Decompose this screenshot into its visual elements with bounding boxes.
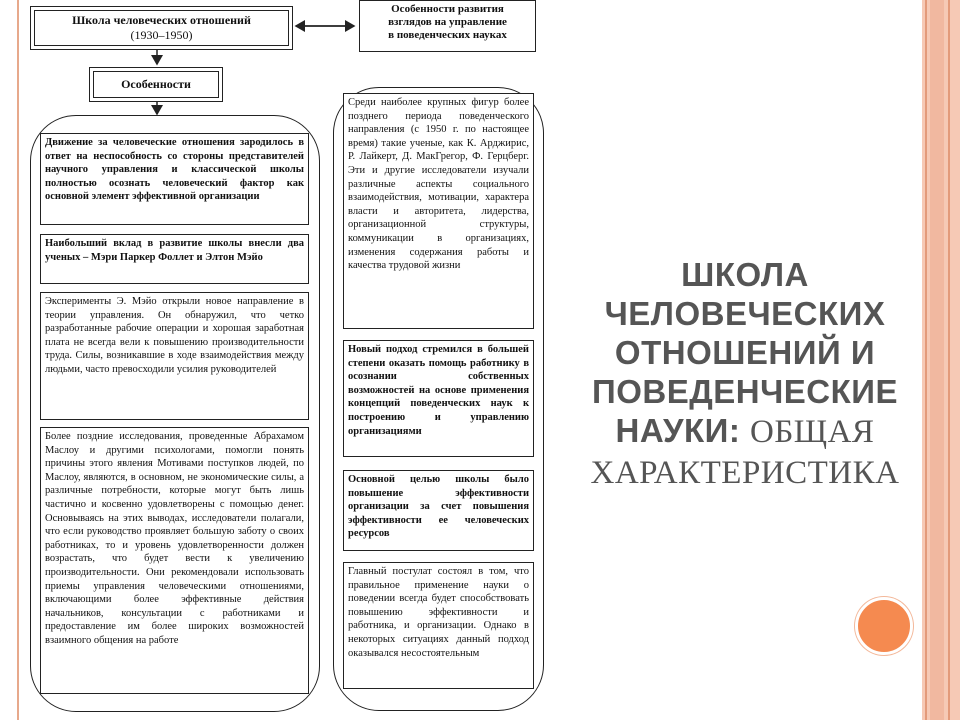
slide-frame-right-inner-band <box>930 0 944 720</box>
slide-title-bold: ШКОЛА ЧЕЛОВЕЧЕСКИХ ОТНОШЕНИЙ И ПОВЕДЕНЧЕСКИЕ НАУКИ: <box>592 256 898 449</box>
school-period: (1930–1950) <box>130 28 193 42</box>
slide-title-light: ОБЩАЯ ХАРАКТЕРИСТИКА <box>590 414 900 491</box>
school-title-box <box>30 6 293 50</box>
behavioral-aside-box <box>359 0 536 52</box>
slide-title <box>570 255 920 493</box>
school-title: Школа человеческих отношений <box>72 13 251 27</box>
features-box <box>89 67 223 102</box>
right-cell-later-figures: Среди наиболее крупных фигур более позднего периода поведенческого направления (с 1950 г. по настоящее время) такие ученые, как К. Арджирис, Р. Лайкерт, Д. МакГрегор, Ф. Герцберг. Эти и другие исследователи изучали различные аспекты социального взаимодействия, мотивации, характера власти и авторитета, лидерства, организационной структуры, коммуникации в организациях, изменения содержания работы и качества трудовой жизни <box>343 93 534 329</box>
aside-line-1: Особенности развития <box>391 3 504 15</box>
slide-frame-right-line <box>925 0 927 720</box>
right-cell-new-approach: Новый подход стремился в большей степени оказать помощь работнику в осознании собственных возможностей на основе применения концепций поведенческих наук к построению и управлению организациями <box>343 340 534 457</box>
left-cell-origin: Движение за человеческие отношения зародилось в ответ на неспособность со стороны представителей научного управления и классической школы полностью осознать человеческий фактор как основной элемент эффективной организации <box>40 133 309 225</box>
accent-circle <box>855 597 913 655</box>
left-cell-maslow-research: Более поздние исследования, проведенные Абрахамом Маслоу и другими психологами, помогли понять причины этого явления Мотивами поступков людей, по Маслоу, являются, в основном, не экономические силы, а различные потребности, которые могут быть лишь частично и косвенно удовлетворены с помощью денег. Основываясь на этих выводах, исследователи полагали, что если руководство проявляет большую заботу о своих работниках, то и уровень удовлетворенности должен возрастать, что будет вести к увеличению производительности. Они рекомендовали использовать приемы управления человеческими отношениями, включающими более эффективные действия начальников, консультации с работниками и предоставление им более широких возможностей взаимного общения на работе <box>40 427 309 694</box>
features-label: Особенности <box>93 71 219 98</box>
left-cell-contributors: Наибольший вклад в развитие школы внесли два ученых – Мэри Паркер Фоллет и Элтон Мэйо <box>40 234 309 284</box>
right-cell-main-goal: Основной целью школы было повышение эффективности организации за счет повышения эффективности ее человеческих ресурсов <box>343 470 534 551</box>
aside-line-2: взглядов на управление <box>388 16 507 28</box>
right-cell-main-postulate: Главный постулат состоял в том, что правильное применение науки о поведении всегда будет способствовать повышению эффективности и работника, и организации. Однако в некоторых ситуациях данный подход оказывался несостоятельным <box>343 562 534 689</box>
aside-line-3: в поведенческих науках <box>388 29 507 41</box>
left-cell-mayo-experiments: Эксперименты Э. Мэйо открыли новое направление в теории управления. Он обнаружил, что четко разработанные рабочие операции и хорошая заработная плата не всегда вели к повышению производительности труда. Силы, возникавшие в ходе взаимодействия между людьми, часто превосходили усилия руководителей <box>40 292 309 420</box>
slide-frame-right-line-2 <box>948 0 950 720</box>
